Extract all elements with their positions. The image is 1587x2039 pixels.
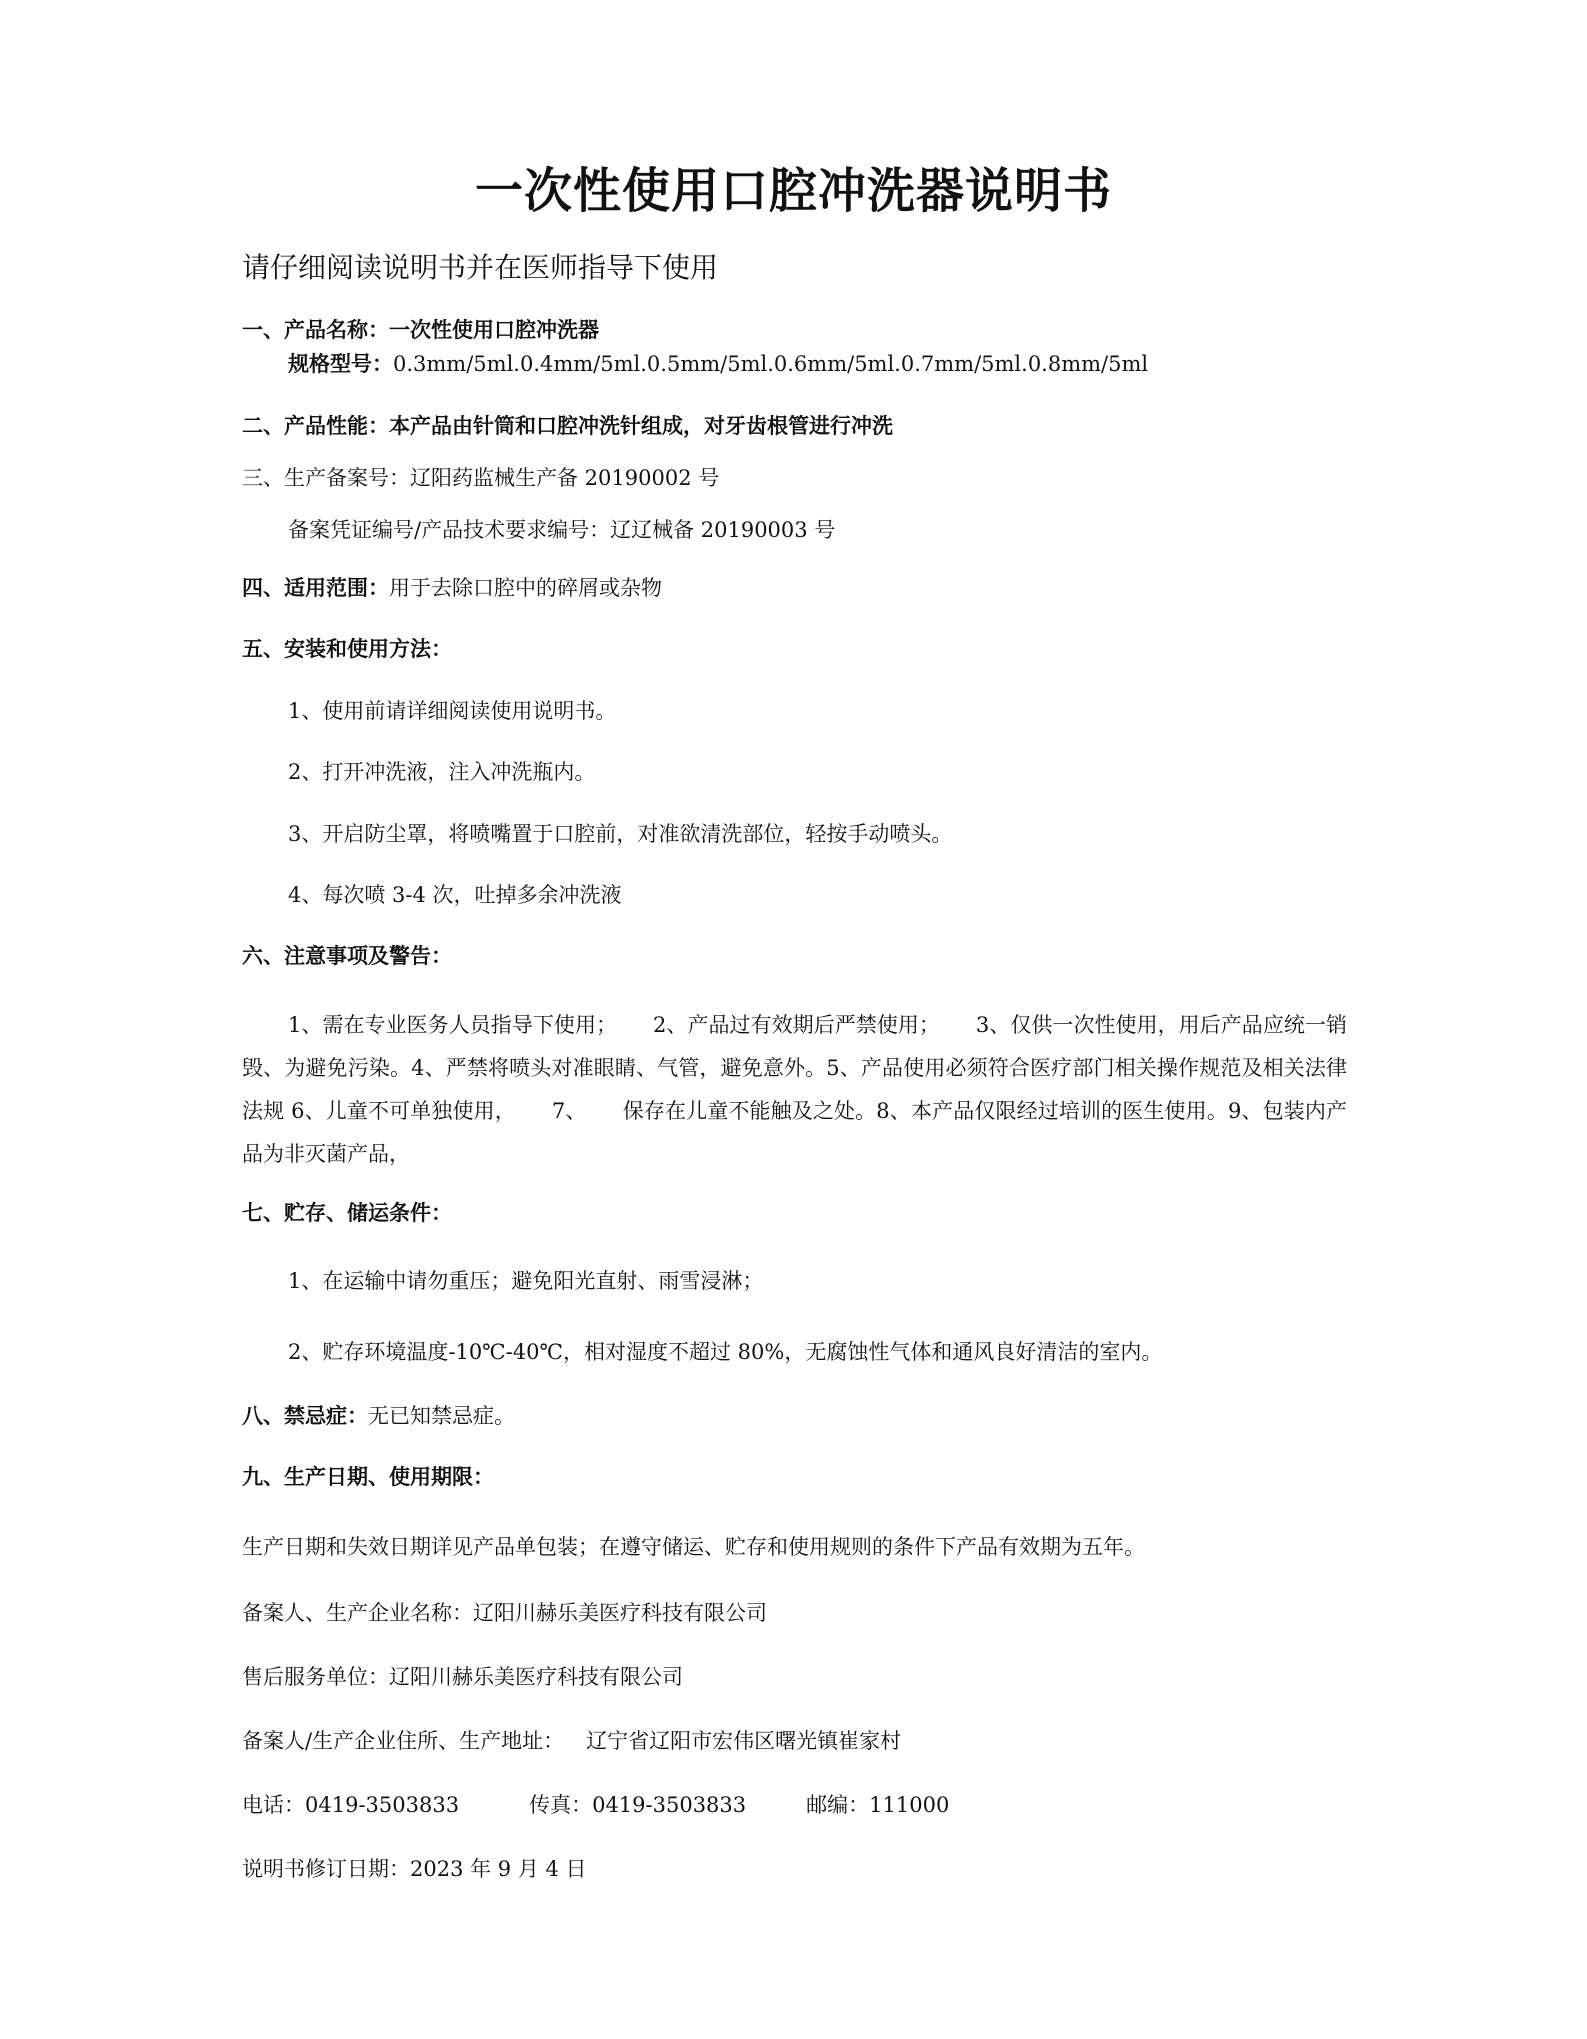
spec-line [288,348,1148,378]
storage-item: 2、贮存环境温度-10℃-40℃，相对湿度不超过 80%，无腐蚀性气体和通风良好清洁的室内。 [288,1340,1163,1364]
product-name: 一次性使用口腔冲洗器 [389,317,599,342]
phone-text: 电话：0419-3503833 [242,1793,460,1817]
section-label: 四、适用范围： [242,575,389,600]
registrant-text: 备案人、生产企业名称：辽阳川赫乐美医疗科技有限公司 [242,1601,767,1625]
section-label: 八、禁忌症： [242,1403,368,1428]
postcode-text: 邮编：111000 [806,1793,950,1817]
usage-advice: 请仔细阅读说明书并在医师指导下使用 [242,251,719,284]
section-product-name [242,314,599,344]
address-label: 备案人/生产企业住所、生产地址： [242,1729,565,1753]
section-scope [242,572,662,602]
warnings-paragraph: 1、需在专业医务人员指导下使用； 2、产品过有效期后严禁使用； 3、仅供一次性使用，用后产品应统一销毁、为避免污染。4、严禁将喷头对准眼睛、气管，避免意外。5、产品使用必须符合医疗部门相关操作规范及相关法律法规 6、儿童不可单独使用， 7、 保存在儿童不能触及之处。8、本产品仅限经过培训的医生使用。9、包装内产品为非灭菌产品， [242,1013,1347,1166]
contact-line [242,1789,949,1819]
section-label: 一、产品名称： [242,317,389,342]
scope-text: 用于去除口腔中的碎屑或杂物 [389,576,662,600]
address-line [242,1725,901,1755]
spec-label: 规格型号： [288,351,393,376]
spec-value: 0.3mm/5ml.0.4mm/5ml.0.5mm/5ml.0.6mm/5ml.0.7mm/5ml.0.8mm/5ml [393,352,1149,376]
section-label: 二、产品性能： [242,413,389,438]
section-dates-heading: 九、生产日期、使用期限： [242,1464,494,1489]
usage-step: 3、开启防尘罩，将喷嘴置于口腔前，对准欲清洗部位，轻按手动喷头。 [288,822,953,846]
performance-text: 本产品由针筒和口腔冲洗针组成，对牙齿根管进行冲洗 [389,413,893,438]
address-value: 辽宁省辽阳市宏伟区曙光镇崔家村 [586,1729,902,1753]
usage-step: 1、使用前请详细阅读使用说明书。 [288,699,617,723]
certificate-number: 备案凭证编号/产品技术要求编号：辽辽械备 20190003 号 [288,518,836,542]
fax-text: 传真：0419-3503833 [529,1793,747,1817]
filing-number: 三、生产备案号：辽阳药监械生产备 20190002 号 [242,466,720,490]
section-warnings-heading: 六、注意事项及警告： [242,943,452,968]
section-usage-heading: 五、安装和使用方法： [242,636,452,661]
revision-date: 说明书修订日期：2023 年 9 月 4 日 [242,1857,587,1881]
validity-text: 生产日期和失效日期详见产品单包装；在遵守储运、贮存和使用规则的条件下产品有效期为五年。 [242,1535,1145,1559]
usage-step: 4、每次喷 3-4 次，吐掉多余冲洗液 [288,883,622,907]
storage-item: 1、在运输中请勿重压；避免阳光直射、雨雪浸淋； [288,1269,764,1293]
section-performance [242,410,893,440]
document-title: 一次性使用口腔冲洗器说明书 [474,163,1112,219]
section-storage-heading: 七、贮存、储运条件： [242,1200,452,1225]
contraindications-text: 无已知禁忌症。 [368,1404,515,1428]
usage-step: 2、打开冲洗液，注入冲洗瓶内。 [288,760,596,784]
service-text: 售后服务单位：辽阳川赫乐美医疗科技有限公司 [242,1665,683,1689]
section-contraindications [242,1400,515,1430]
